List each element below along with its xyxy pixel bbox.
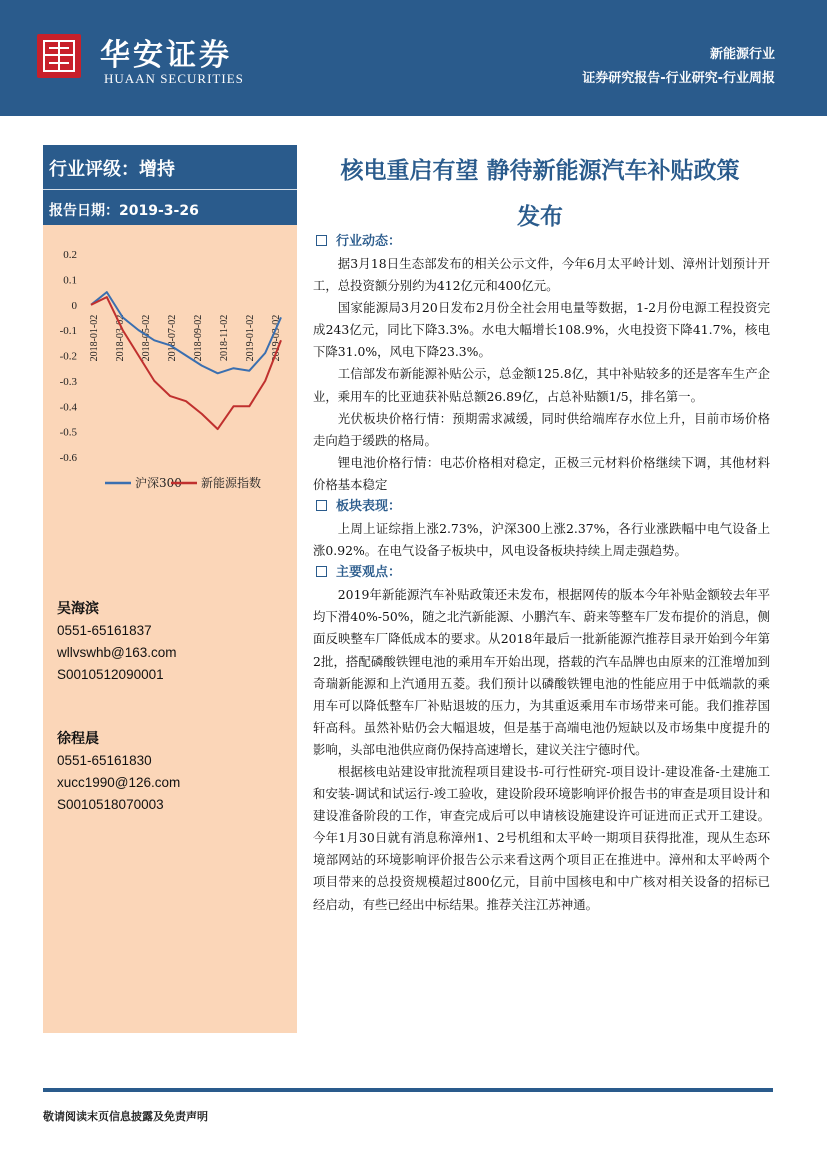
- checkbox-bullet-icon: [316, 500, 327, 511]
- x-tick-label: 2018-01-02: [89, 314, 100, 362]
- analyst-email[interactable]: xucc1990@126.com: [57, 775, 181, 790]
- logo-text-cn: 华安证券: [100, 38, 232, 73]
- page-header: [0, 0, 827, 116]
- analyst-license: S0010518070003: [57, 797, 164, 812]
- x-tick-label: 2018-05-02: [141, 314, 152, 362]
- y-tick-label: 0: [71, 299, 77, 312]
- section-sector-performance: [313, 496, 770, 562]
- paragraph: 据3月18日生态部发布的相关公示文件，今年6月太平岭计划、漳州计划预计开工，总投资额分别约为412亿元和400亿元。: [313, 256, 770, 294]
- index-chart: [43, 240, 297, 500]
- footer-divider: [43, 1088, 773, 1092]
- analyst-name: 徐程晨: [57, 731, 99, 747]
- checkbox-bullet-icon: [316, 566, 327, 577]
- y-tick-label: -0.2: [59, 350, 77, 363]
- x-tick-label: 2018-03-02: [115, 314, 126, 362]
- report-title-line-1: 核电重启有望 静待新能源汽车补贴政策: [340, 157, 740, 184]
- y-tick-label: -0.6: [59, 452, 77, 464]
- y-tick-label: 0.2: [63, 249, 77, 261]
- analyst-card-2: [57, 728, 180, 816]
- report-date: 报告日期：2019-3-26: [49, 203, 199, 219]
- section-main-views: [313, 562, 770, 915]
- x-tick-label: 2018-11-02: [219, 314, 230, 362]
- legend-label-1: 新能源指数: [201, 476, 262, 490]
- footer-disclaimer: 敬请阅读末页信息披露及免责声明: [43, 1110, 208, 1123]
- section-heading: 行业动态：: [313, 231, 770, 253]
- x-tick-label: 2019-03-02: [271, 314, 282, 362]
- paragraph: 上周上证综指上涨2.73%，沪深300上涨2.37%，各行业涨跌幅中电气设备上涨0.92%。在电气设备子板块中，风电设备板块持续上周走强趋势。: [313, 521, 770, 559]
- section-heading: 板块表现：: [313, 496, 770, 518]
- analyst-phone: 0551-65161830: [57, 753, 152, 768]
- paragraph: 光伏板块价格行情：预期需求减缓，同时供给端库存水位上升，目前市场价格走向趋于缓跌的格局。: [313, 410, 770, 448]
- paragraph: 根据核电站建设审批流程项目建设书-可行性研究-项目设计-建设准备-土建施工和安装-调试和试运行-竣工验收，建设阶段环境影响评价报告书的审查是项目设计和建设准备阶段的工作，审查完成后可以申请核设施建设许可证进而正式开工建设。今年1月30日就有消息称漳州1、2号机组和太平岭一期项目获得批准，现从生态环境部网站的环境影响评价报告公示来看这两个项目正在推进中。漳州和太平岭两个项目带来的总投资规模超过800亿元，目前中国核电和中广核对相关设备的招标已经启动，有些已经出中标结果。推荐关注江苏神通。: [313, 763, 770, 912]
- section-industry-news: [313, 231, 770, 496]
- index-chart-svg: [43, 240, 297, 500]
- checkbox-bullet-icon: [316, 235, 327, 246]
- paragraph: 国家能源局3月20日发布2月份全社会用电量等数据，1-2月份电源工程投资完成243亿元，同比下降3.3%。水电大幅增长108.9%，火电投资下降41.7%，核电下降31.0%，风电下降23.3%。: [313, 300, 770, 360]
- rating-divider: [43, 189, 297, 190]
- legend-label-0: 沪深300: [135, 476, 182, 490]
- y-tick-label: -0.1: [59, 325, 77, 338]
- analyst-name: 吴海滨: [57, 601, 99, 617]
- analyst-phone: 0551-65161837: [57, 623, 152, 638]
- report-body: [313, 231, 770, 916]
- section-heading: 主要观点：: [313, 562, 770, 584]
- y-tick-label: -0.3: [59, 375, 77, 388]
- y-tick-label: -0.5: [59, 426, 77, 439]
- analyst-license: S0010512090001: [57, 667, 164, 682]
- paragraph: 2019年新能源汽车补贴政策还未发布，根据网传的版本今年补贴金额较去年平均下滑40%-50%，随之北汽新能源、小鹏汽车、蔚来等整车厂发布提价的消息，侧面反映整车厂降低成本的要求。从2018年最后一批新能源汽推荐目录开始到今年第2批，搭配磷酸铁锂电池的乘用车开始出现，搭载的汽车品牌也由原来的江淮增加到奇瑞新能源和上汽通用五菱。我们预计以磷酸铁锂电池的性能应用于中低端款的乘用车可以降低整车厂补贴退坡的压力，为其重返乘用车市场带来可能。我们推荐国轩高科。虽然补贴仍会大幅退坡，但是基于高端电池仍短缺以及市场集中度提升的影响，头部电池供应商仍保持高速增长，建议关注宁德时代。: [313, 587, 770, 757]
- logo-text-en: HUAAN SECURITIES: [104, 71, 244, 86]
- y-tick-label: -0.4: [59, 401, 77, 414]
- logo-seal-icon: [37, 34, 81, 78]
- y-tick-label: 0.1: [63, 274, 77, 287]
- paragraph: 锂电池价格行情：电芯价格相对稳定，正极三元材料价格继续下调，其他材料价格基本稳定: [313, 454, 770, 492]
- industry-label: 新能源行业: [709, 47, 775, 62]
- report-title: [305, 148, 775, 240]
- report-title-line-2: 发布: [517, 203, 563, 230]
- analyst-email[interactable]: wllvswhb@163.com: [57, 645, 177, 660]
- x-tick-label: 2018-09-02: [193, 314, 204, 362]
- analyst-card-1: [57, 598, 177, 686]
- report-type-label: 证券研究报告-行业研究-行业周报: [582, 71, 775, 86]
- industry-rating: 行业评级：增持: [49, 159, 175, 180]
- x-tick-label: 2018-07-02: [167, 314, 178, 362]
- paragraph: 工信部发布新能源补贴公示，总金额125.8亿，其中补贴较多的还是客车生产企业，乘用车的比亚迪获补贴总额26.89亿，占总补贴额1/5，排名第一。: [313, 366, 770, 404]
- x-tick-label: 2019-01-02: [245, 314, 256, 362]
